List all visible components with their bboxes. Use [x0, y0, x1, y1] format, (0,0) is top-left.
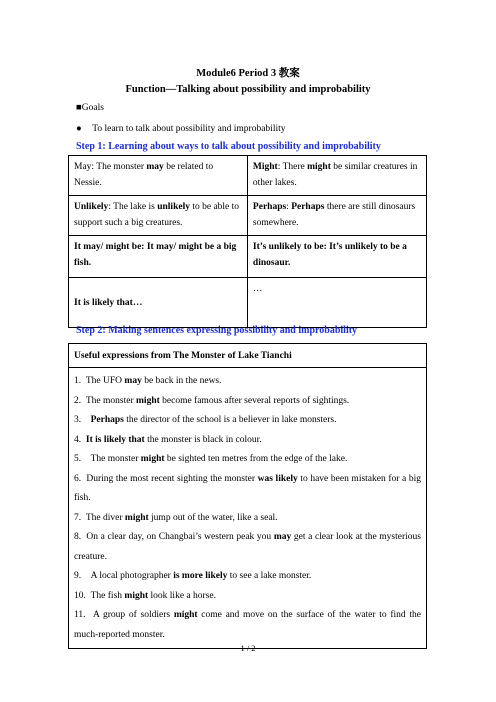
- page-subtitle: Function—Talking about possibility and improbability: [125, 84, 371, 95]
- expressions-table: [68, 343, 427, 649]
- list-item: 2. The monster might become famous after several reports of sightings.: [74, 395, 350, 406]
- step1-heading: Step 1: Learning about ways to talk about possibility and improbability: [76, 141, 381, 152]
- bullet-icon: ●: [76, 124, 82, 134]
- table-cell-its-unlikely: It’s unlikely to be: It’s unlikely to be a dinosaur.: [247, 236, 426, 278]
- table-cell-likely-that: It is likely that…: [69, 278, 248, 328]
- table-cell-perhaps: Perhaps: Perhaps there are still dinosaurs somewhere.: [247, 196, 426, 236]
- list-item: 1. The UFO may be back in the news.: [74, 376, 222, 386]
- expressions-list: [69, 368, 427, 649]
- table-cell-might: Might: There might be similar creatures in other lakes.: [247, 156, 426, 196]
- list-item: 8. On a clear day, on Changbai’s western peak you may get a clear look at the mysterious creature.: [74, 532, 421, 562]
- page-title: Module6 Period 3 教案: [196, 68, 300, 79]
- list-item: 4. It is likely that the monster is black in colour.: [74, 434, 262, 445]
- table-cell-unlikely: Unlikely: The lake is unlikely to be able to support such a big creatures.: [69, 196, 248, 236]
- goal-text: To learn to talk about possibility and improbability: [92, 124, 286, 134]
- goal-item: [76, 124, 285, 134]
- table-cell-it-may-might: It may/ might be: It may/ might be a big fish.: [69, 236, 248, 278]
- table-cell-ellipsis: …: [247, 278, 426, 328]
- list-item: 6. During the most recent sighting the monster was likely to have been mistaken for a big fish.: [74, 473, 421, 503]
- table-cell-may: May: The monster may be related to Nessie.: [69, 156, 248, 196]
- goals-label: ■Goals: [76, 103, 104, 113]
- page-number: 1 / 2: [240, 643, 256, 653]
- possibility-table: [68, 155, 427, 328]
- list-item: 10. The fish might look like a horse.: [74, 590, 216, 601]
- list-item: 7. The diver might jump out of the water, like a seal.: [74, 512, 278, 523]
- list-item: 11. A group of soldiers might come and move on the surface of the water to find the much-reported monster.: [74, 610, 422, 640]
- list-item: 3. Perhaps the director of the school is a believer in lake monsters.: [74, 415, 337, 425]
- list-item: 9. A local photographer is more likely to see a lake monster.: [74, 571, 312, 581]
- list-item: 5. The monster might be sighted ten metres from the edge of the lake.: [74, 454, 348, 464]
- expressions-table-header: Useful expressions from The Monster of Lake Tianchi: [69, 344, 427, 368]
- step2-heading: Step 2: Making sentences expressing possibility and improbability: [76, 325, 358, 336]
